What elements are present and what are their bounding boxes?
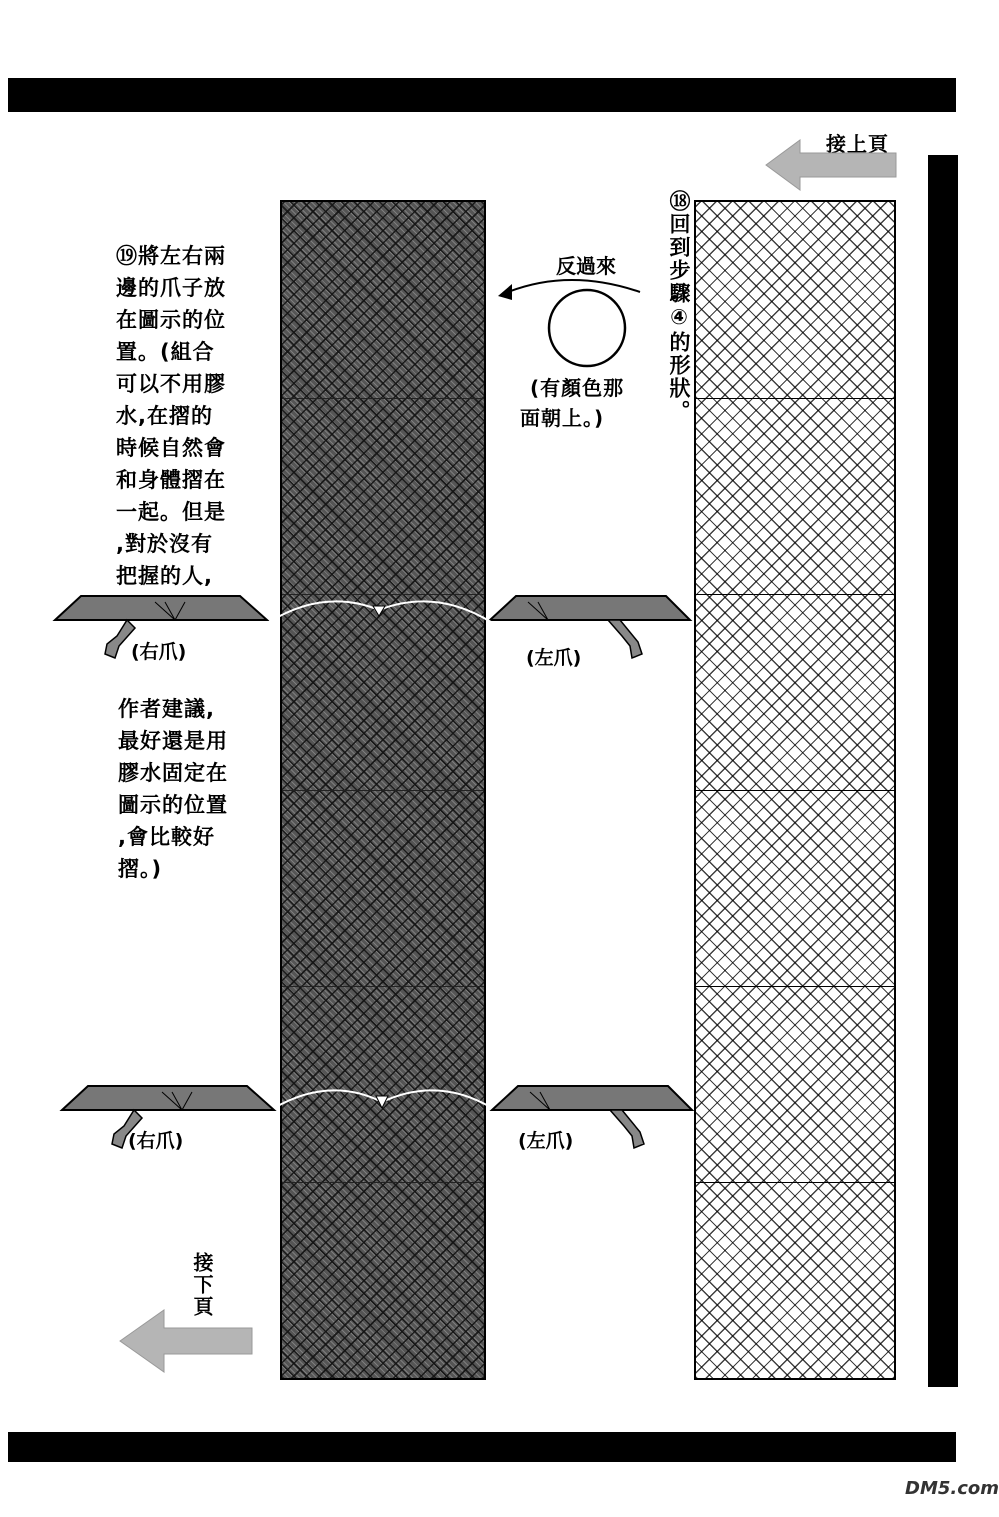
- fold-line: [282, 398, 484, 399]
- flip-note-line1: (有顏色那: [530, 376, 625, 400]
- top-border-bar: [8, 78, 956, 112]
- text-line: 把握的人,: [116, 564, 213, 588]
- folded-strip-colored-side: [280, 200, 486, 1380]
- left-claw-icon-upper: [488, 592, 693, 664]
- flip-over-icon: [490, 270, 650, 370]
- continued-to-label: 接下頁: [190, 1252, 214, 1318]
- text-line: ,對於沒有: [116, 532, 213, 556]
- right-claw-label: (右爪): [131, 641, 187, 663]
- text-line: 可以不用膠: [116, 372, 226, 396]
- fold-line: [696, 398, 894, 399]
- text-line: 膠水固定在: [118, 761, 228, 785]
- left-claw-label: (左爪): [518, 1130, 574, 1152]
- fold-line: [696, 1182, 894, 1183]
- arrow-left-icon-bottom: [120, 1310, 252, 1372]
- text-line: 時候自然會: [116, 436, 226, 460]
- text-line: 水,在摺的: [116, 404, 213, 428]
- placement-curve-lower: [270, 1082, 495, 1122]
- placement-curve-upper: [265, 592, 495, 632]
- watermark-logo: DM5.com: [905, 1478, 999, 1499]
- fold-line: [282, 790, 484, 791]
- text-line: 在圖示的位: [116, 308, 226, 332]
- flip-over-label: 反過來: [556, 254, 616, 278]
- right-claw-label: (右爪): [128, 1130, 184, 1152]
- arrow-left-icon-top: [766, 140, 896, 190]
- fold-line: [696, 594, 894, 595]
- fold-line: [282, 1182, 484, 1183]
- bottom-border-bar: [8, 1432, 956, 1462]
- recommendation-text: [118, 693, 228, 885]
- continued-from-label: 接上頁: [826, 132, 889, 156]
- text-line: 置。(組合: [116, 340, 215, 364]
- text-line: 作者建議,: [118, 697, 215, 721]
- text-line: 最好還是用: [118, 729, 228, 753]
- left-claw-label: (左爪): [526, 647, 582, 669]
- fold-line: [696, 790, 894, 791]
- text-line: 一起。但是: [116, 500, 226, 524]
- folded-strip-white-side: [694, 200, 896, 1380]
- text-line: ,會比較好: [118, 825, 215, 849]
- step-18-instruction: ⑱回到步驟④的形狀。: [667, 190, 691, 423]
- text-line: 和身體摺在: [116, 468, 226, 492]
- fold-line: [696, 986, 894, 987]
- step-19-instruction: [116, 240, 226, 592]
- text-line: 摺。): [118, 857, 163, 881]
- fold-line: [282, 986, 484, 987]
- text-line: ⑲將左右兩: [116, 244, 226, 268]
- flip-note-line2: 面朝上。): [520, 406, 605, 430]
- right-side-bar: [928, 155, 958, 1387]
- text-line: 圖示的位置: [118, 793, 228, 817]
- text-line: 邊的爪子放: [116, 276, 226, 300]
